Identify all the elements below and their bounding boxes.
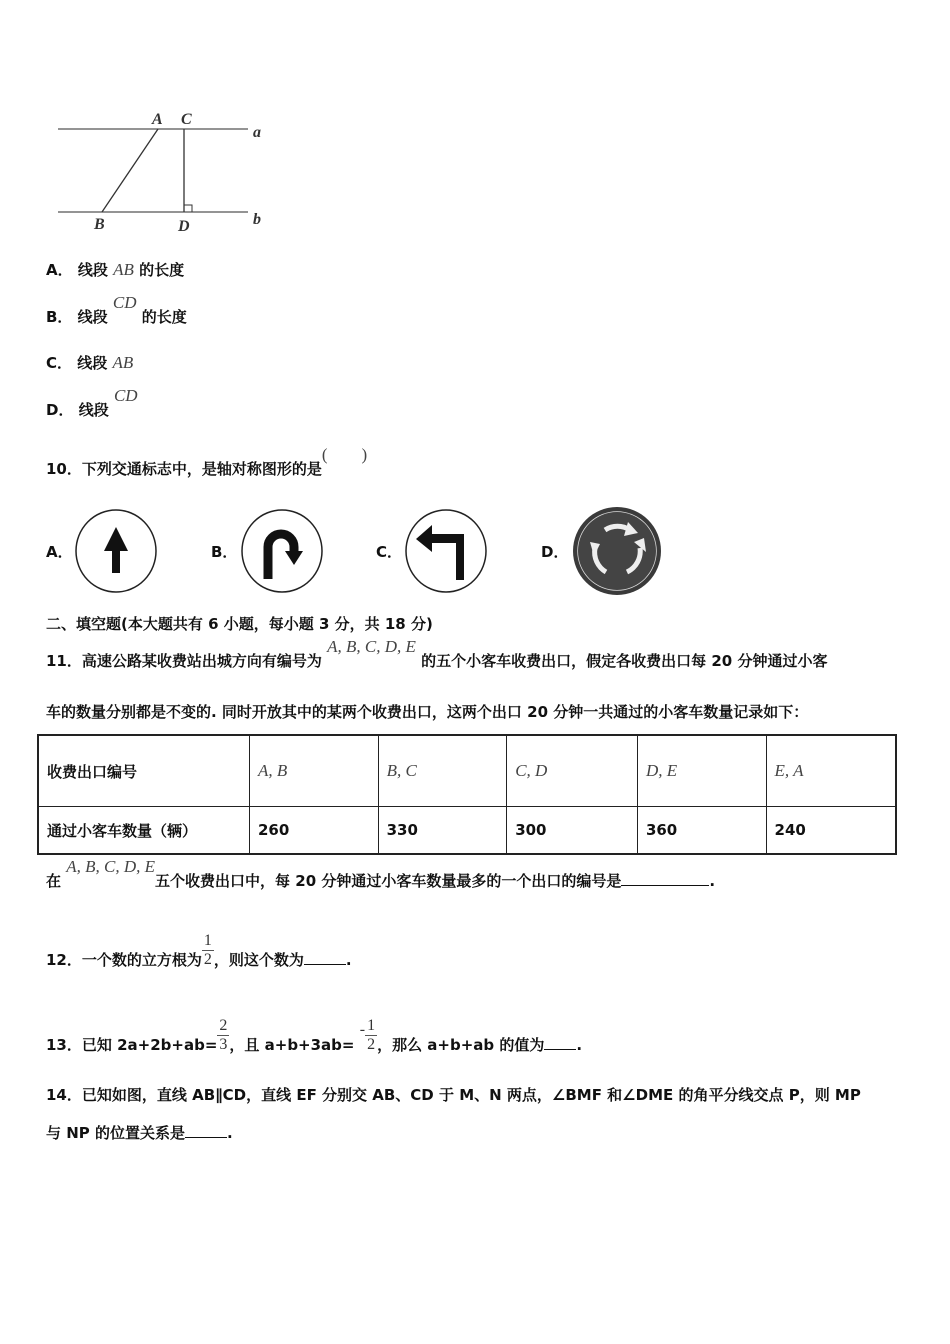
- question-text: 13．已知 2a+2b+ab=: [46, 1036, 218, 1054]
- fraction: [202, 932, 214, 969]
- answer-blank[interactable]: [185, 1123, 227, 1138]
- option-text: 线段: [77, 308, 108, 326]
- svg-text:C: C: [181, 111, 192, 128]
- table-cell: 330: [378, 807, 507, 855]
- answer-paren: ( ): [321, 445, 368, 464]
- q14-line1: 14．已知如图，直线 AB∥CD，直线 EF 分别交 AB、CD 于 M、N 两点，∠BMF 和∠DME 的角平分线交点 P，则 MP: [46, 1086, 861, 1104]
- denominator: 3: [219, 1036, 228, 1053]
- svg-text:b: b: [253, 211, 261, 228]
- numerator: 1: [203, 932, 212, 949]
- table-cell: E, A: [766, 735, 896, 807]
- roundabout-sign-icon[interactable]: [572, 506, 662, 596]
- option-label: A．: [46, 261, 73, 279]
- q9-option-d[interactable]: [46, 386, 138, 420]
- table-cell: A, B: [250, 735, 379, 807]
- fraction: [365, 1017, 377, 1054]
- option-math: CD: [113, 386, 138, 405]
- question-text: ，则这个数为: [213, 951, 304, 969]
- option-math: AB: [113, 260, 134, 279]
- question-text: 11．高速公路某收费站出城方向有编号为: [46, 652, 322, 670]
- q11-line1: [46, 637, 828, 671]
- q11-line2: 车的数量分别都是不变的. 同时开放其中的某两个收费出口，这两个出口 20 分钟一共通过的小客车数量记录如下：: [46, 703, 809, 721]
- svg-text:A: A: [152, 111, 163, 128]
- option-math: CD: [112, 293, 137, 312]
- answer-blank[interactable]: [304, 950, 346, 965]
- math-exits: A, B, C, D, E: [327, 637, 416, 656]
- table-cell: D, E: [637, 735, 766, 807]
- straight-arrow-sign-icon[interactable]: [74, 509, 160, 595]
- table-cell: 240: [766, 807, 896, 855]
- q9-option-a[interactable]: [46, 260, 184, 280]
- math-exits: A, B, C, D, E: [66, 857, 156, 876]
- question-text: 在: [46, 872, 62, 890]
- q10-option-a-label[interactable]: A．: [46, 543, 73, 561]
- fraction: [217, 1017, 229, 1054]
- option-text: 线段: [77, 261, 108, 279]
- option-label: C．: [46, 354, 73, 372]
- period: .: [709, 872, 716, 890]
- numerator: 1: [367, 1017, 376, 1034]
- table-cell: 300: [507, 807, 638, 855]
- question-text: ，那么 a+b+ab 的值为: [377, 1036, 545, 1054]
- table-row: [38, 735, 896, 807]
- question-text: ，且 a+b+3ab=: [229, 1036, 355, 1054]
- numerator: 2: [219, 1017, 228, 1034]
- option-text: 线段: [78, 401, 109, 419]
- svg-text:B: B: [94, 216, 105, 233]
- option-text: 的长度: [141, 308, 187, 326]
- q10-option-b-label[interactable]: B．: [211, 543, 238, 561]
- q10-stem: [46, 445, 368, 479]
- table-cell: 260: [250, 807, 379, 855]
- svg-text:a: a: [253, 124, 261, 141]
- period: .: [345, 951, 352, 969]
- q10-option-d-label[interactable]: D．: [541, 543, 569, 561]
- section-heading: 二、填空题(本大题共有 6 小题，每小题 3 分，共 18 分): [46, 615, 433, 633]
- denominator: 2: [367, 1036, 376, 1053]
- question-text: 10．下列交通标志中，是轴对称图形的是: [46, 460, 322, 478]
- left-turn-sign-icon[interactable]: [404, 509, 490, 595]
- question-text: 五个收费出口中，每 20 分钟通过小客车数量最多的一个出口的编号是: [155, 872, 622, 890]
- option-text: 的长度: [139, 261, 185, 279]
- q14-line2: [46, 1123, 233, 1143]
- table-cell: B, C: [378, 735, 507, 807]
- table-row: [38, 807, 896, 855]
- table-cell: C, D: [507, 735, 638, 807]
- table-cell: 360: [637, 807, 766, 855]
- question-text: 的五个小客车收费出口，假定各收费出口每 20 分钟通过小客: [421, 652, 828, 670]
- row-header: 收费出口编号: [38, 735, 250, 807]
- u-turn-sign-icon[interactable]: [240, 509, 326, 595]
- q11-question: [46, 857, 716, 891]
- question-text: 12．一个数的立方根为: [46, 951, 202, 969]
- q12: [46, 932, 352, 979]
- period: .: [227, 1124, 233, 1142]
- row-header: 通过小客车数量（辆）: [38, 807, 250, 855]
- answer-blank[interactable]: [544, 1035, 576, 1050]
- option-label: D．: [46, 401, 74, 419]
- period: .: [576, 1036, 583, 1054]
- minus-sign: -: [359, 1020, 366, 1038]
- option-math: AB: [112, 353, 134, 372]
- parallel-lines-figure: [50, 105, 280, 235]
- svg-text:D: D: [178, 218, 190, 235]
- q13: [46, 1017, 583, 1064]
- q10-option-c-label[interactable]: C．: [376, 543, 403, 561]
- question-text: 与 NP 的位置关系是: [46, 1124, 185, 1142]
- option-label: B．: [46, 308, 73, 326]
- q9-option-b[interactable]: [46, 293, 187, 327]
- answer-blank[interactable]: [621, 871, 709, 886]
- q9-option-c[interactable]: [46, 353, 133, 373]
- toll-exit-table: [37, 734, 897, 855]
- denominator: 2: [203, 951, 212, 968]
- option-text: 线段: [77, 354, 108, 372]
